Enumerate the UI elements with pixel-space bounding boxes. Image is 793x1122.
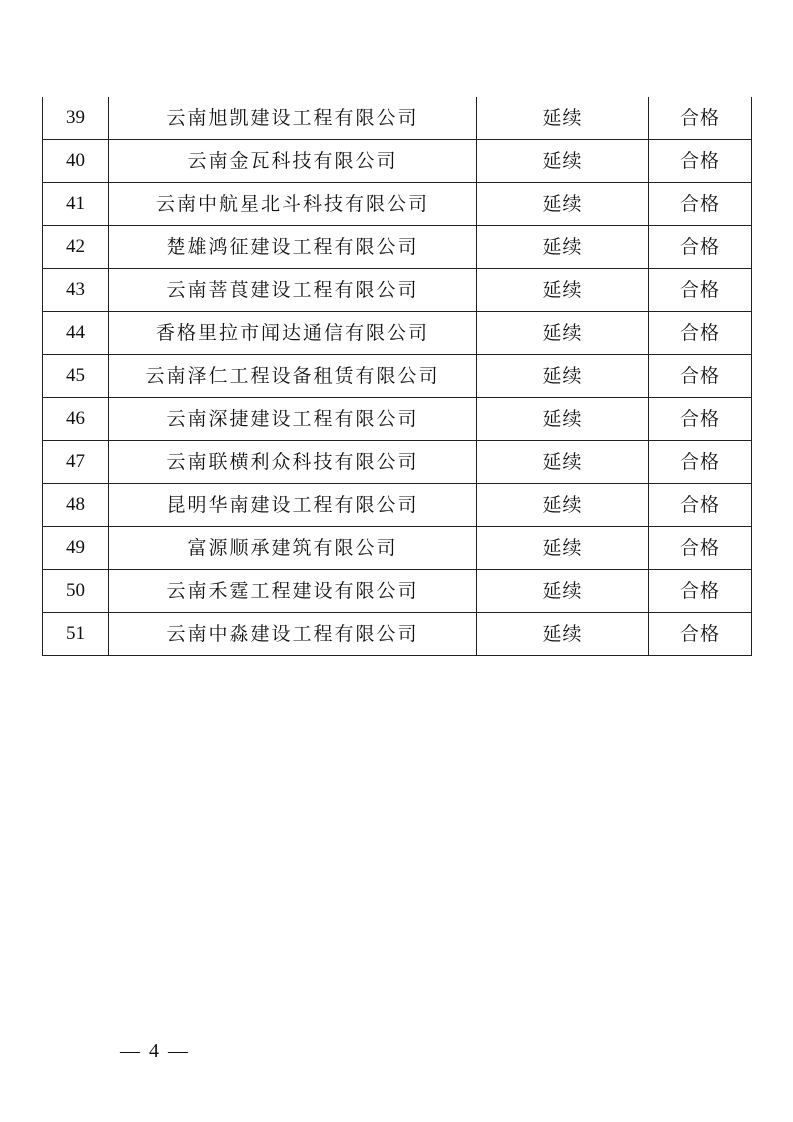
row-number: 42 (43, 226, 109, 269)
row-number: 46 (43, 398, 109, 441)
application-type: 延续 (477, 140, 649, 183)
row-number: 39 (43, 97, 109, 140)
table-row (43, 269, 752, 312)
review-result: 合格 (649, 355, 752, 398)
row-number: 47 (43, 441, 109, 484)
table-row (43, 312, 752, 355)
table-row (43, 441, 752, 484)
application-type: 延续 (477, 312, 649, 355)
application-type: 延续 (477, 441, 649, 484)
review-result: 合格 (649, 441, 752, 484)
review-result: 合格 (649, 398, 752, 441)
company-name: 云南旭凯建设工程有限公司 (109, 97, 477, 140)
review-result: 合格 (649, 527, 752, 570)
row-number: 44 (43, 312, 109, 355)
review-result: 合格 (649, 226, 752, 269)
company-name: 香格里拉市闻达通信有限公司 (109, 312, 477, 355)
application-type: 延续 (477, 613, 649, 656)
review-result: 合格 (649, 269, 752, 312)
company-name: 云南中淼建设工程有限公司 (109, 613, 477, 656)
application-type: 延续 (477, 226, 649, 269)
company-name: 云南菩莨建设工程有限公司 (109, 269, 477, 312)
application-type: 延续 (477, 355, 649, 398)
review-result: 合格 (649, 570, 752, 613)
company-name: 云南深捷建设工程有限公司 (109, 398, 477, 441)
table-row (43, 398, 752, 441)
company-name: 云南泽仁工程设备租赁有限公司 (109, 355, 477, 398)
page-number: — 4 — (120, 1040, 190, 1062)
company-name: 云南禾霆工程建设有限公司 (109, 570, 477, 613)
company-name: 楚雄鸿征建设工程有限公司 (109, 226, 477, 269)
table-row (43, 97, 752, 140)
review-result: 合格 (649, 484, 752, 527)
application-type: 延续 (477, 527, 649, 570)
results-table (42, 97, 752, 656)
review-result: 合格 (649, 613, 752, 656)
company-name: 富源顺承建筑有限公司 (109, 527, 477, 570)
company-name: 云南联横利众科技有限公司 (109, 441, 477, 484)
row-number: 48 (43, 484, 109, 527)
application-type: 延续 (477, 97, 649, 140)
table-row (43, 613, 752, 656)
row-number: 50 (43, 570, 109, 613)
review-result: 合格 (649, 312, 752, 355)
table-row (43, 527, 752, 570)
review-result: 合格 (649, 97, 752, 140)
application-type: 延续 (477, 484, 649, 527)
row-number: 43 (43, 269, 109, 312)
row-number: 51 (43, 613, 109, 656)
review-result: 合格 (649, 183, 752, 226)
table-row (43, 140, 752, 183)
application-type: 延续 (477, 269, 649, 312)
row-number: 40 (43, 140, 109, 183)
application-type: 延续 (477, 570, 649, 613)
table-row (43, 183, 752, 226)
row-number: 49 (43, 527, 109, 570)
application-type: 延续 (477, 398, 649, 441)
company-name: 云南金瓦科技有限公司 (109, 140, 477, 183)
company-name: 云南中航星北斗科技有限公司 (109, 183, 477, 226)
row-number: 41 (43, 183, 109, 226)
review-result: 合格 (649, 140, 752, 183)
application-type: 延续 (477, 183, 649, 226)
table-row (43, 570, 752, 613)
row-number: 45 (43, 355, 109, 398)
table-row (43, 226, 752, 269)
results-table-body (43, 97, 752, 656)
table-row (43, 484, 752, 527)
company-name: 昆明华南建设工程有限公司 (109, 484, 477, 527)
table-row (43, 355, 752, 398)
